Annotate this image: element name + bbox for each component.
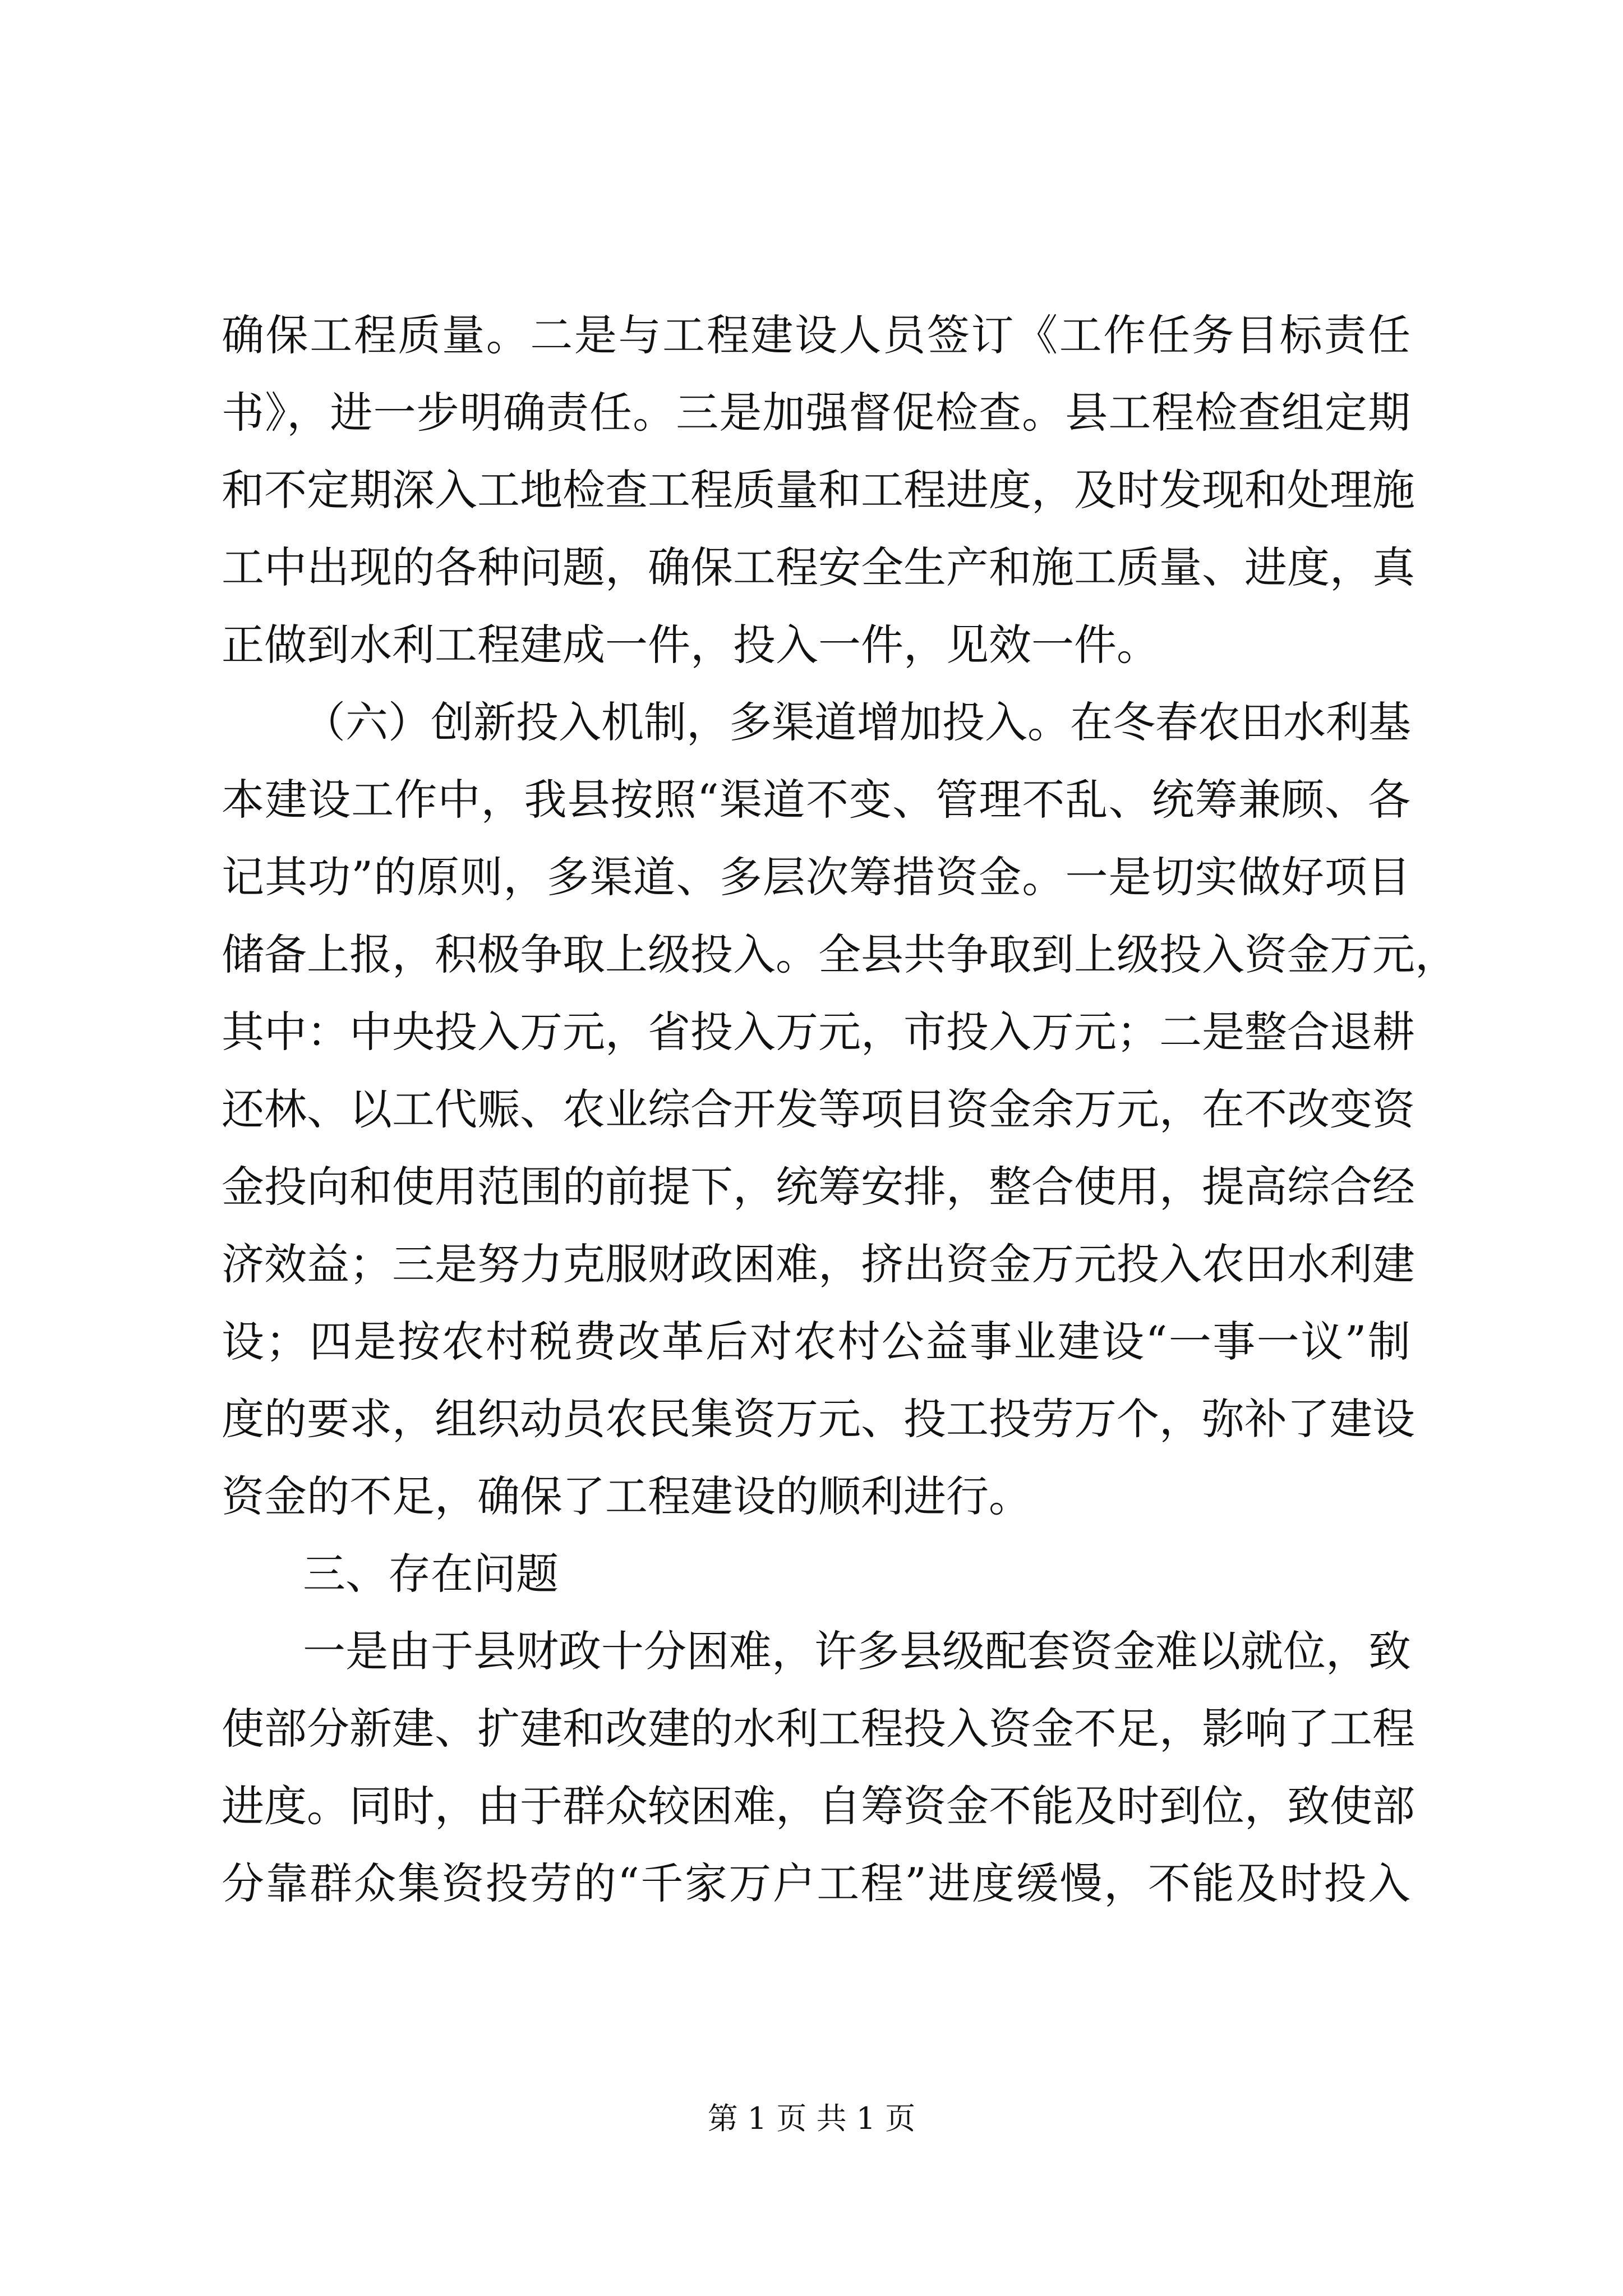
text-line: 储备上报，积极争取上级投入。全县共争取到上级投入资金万元， (222, 930, 1458, 979)
text-line: （六）创新投入机制，多渠道增加投入。在冬春农田水利基 (303, 697, 1411, 747)
text-line: 设；四是按农村税费改革后对农村公益事业建设“一事一议”制 (222, 1317, 1410, 1366)
text-line: 记其功”的原则，多渠道、多层次筹措资金。一是切实做好项目 (222, 852, 1410, 902)
text-line: 一是由于县财政十分困难，许多县级配套资金难以就位，致 (303, 1626, 1411, 1676)
text-line: 还林、以工代赈、农业综合开发等项目资金余万元，在不改变资 (222, 1084, 1415, 1134)
text-line: 金投向和使用范围的前提下，统筹安排，整合使用，提高综合经 (222, 1162, 1415, 1212)
text-line: 工中出现的各种问题，确保工程安全生产和施工质量、进度，真 (222, 542, 1415, 592)
section-heading: 三、存在问题 (303, 1549, 559, 1599)
text-line: 分靠群众集资投劳的“千家万户工程”进度缓慢，不能及时投入 (222, 1858, 1410, 1908)
text-line: 其中：中央投入万元，省投入万元，市投入万元；二是整合退耕 (222, 1007, 1415, 1057)
text-line: 正做到水利工程建成一件，投入一件，见效一件。 (222, 620, 1159, 670)
text-line: 资金的不足，确保了工程建设的顺利进行。 (222, 1471, 1031, 1521)
page-number-footer: 第 1 页 共 1 页 (707, 2101, 916, 2136)
text-line: 济效益；三是努力克服财政困难，挤出资金万元投入农田水利建 (222, 1239, 1415, 1289)
text-line: 进度。同时，由于群众较困难，自筹资金不能及时到位，致使部 (222, 1781, 1415, 1831)
text-line: 和不定期深入工地检查工程质量和工程进度，及时发现和处理施 (222, 465, 1415, 515)
text-line: 使部分新建、扩建和改建的水利工程投入资金不足，影响了工程 (222, 1704, 1415, 1754)
text-line: 书》，进一步明确责任。三是加强督促检查。县工程检查组定期 (222, 388, 1410, 438)
text-line: 本建设工作中，我县按照“渠道不变、管理不乱、统筹兼顾、各 (222, 775, 1410, 825)
text-line: 确保工程质量。二是与工程建设人员签订《工作任务目标责任 (222, 310, 1410, 360)
text-line: 度的要求，组织动员农民集资万元、投工投劳万个，弥补了建设 (222, 1394, 1415, 1444)
